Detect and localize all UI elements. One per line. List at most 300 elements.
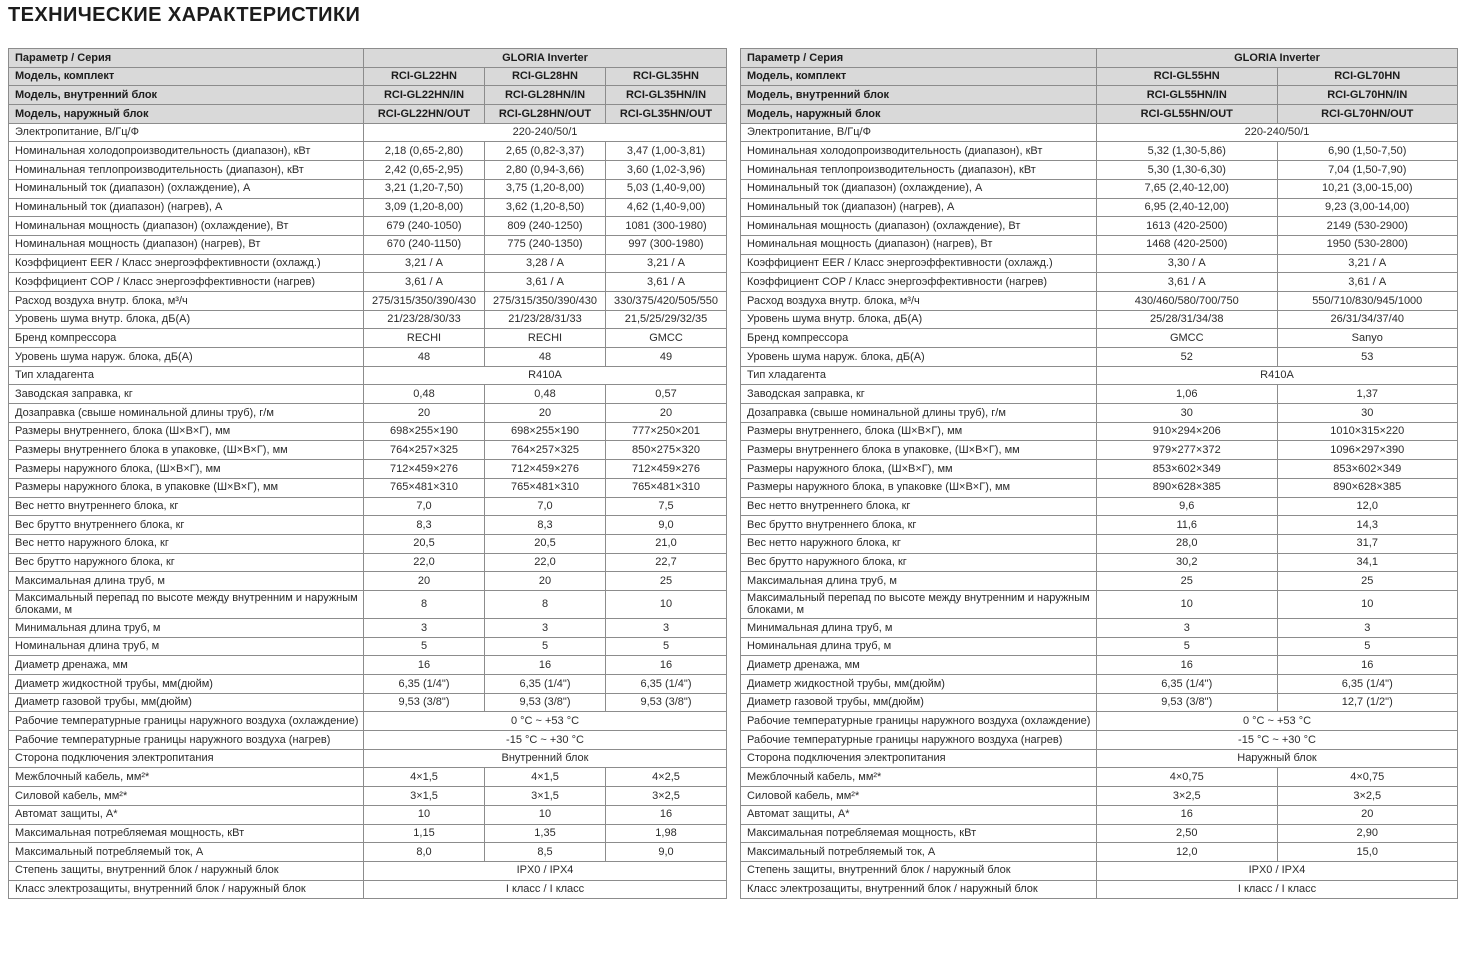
table-row <box>741 385 1458 404</box>
table-row <box>9 441 727 460</box>
value-cell: RCI-GL22HN <box>364 67 485 86</box>
value-cell: 8,3 <box>485 516 606 535</box>
page-title: ТЕХНИЧЕСКИЕ ХАРАКТЕРИСТИКИ <box>8 4 361 26</box>
value-cell: 330/375/420/505/550 <box>606 291 727 310</box>
param-label: Бренд компрессора <box>741 329 1097 348</box>
param-label: Межблочный кабель, мм²* <box>741 768 1097 787</box>
param-label: Модель, наружный блок <box>741 105 1097 124</box>
param-label: Диаметр дренажа, мм <box>741 656 1097 675</box>
value-cell: 20 <box>1277 805 1458 824</box>
value-cell: 9,6 <box>1097 497 1278 516</box>
value-cell: 712×459×276 <box>606 460 727 479</box>
value-cell: 16 <box>606 656 727 675</box>
value-cell: 12,7 (1/2") <box>1277 693 1458 712</box>
value-cell: 10,21 (3,00-15,00) <box>1277 179 1458 198</box>
table-row <box>741 675 1458 694</box>
param-label: Номинальная длина труб, м <box>741 637 1097 656</box>
value-cell: RECHI <box>364 329 485 348</box>
value-cell-span: Внутренний блок <box>364 749 727 768</box>
value-cell: 853×602×349 <box>1277 460 1458 479</box>
value-cell: 764×257×325 <box>364 441 485 460</box>
param-label: Вес нетто наружного блока, кг <box>741 534 1097 553</box>
value-cell: 6,95 (2,40-12,00) <box>1097 198 1278 217</box>
param-label: Вес нетто внутреннего блока, кг <box>741 497 1097 516</box>
table-row <box>741 404 1458 423</box>
value-cell: 4×2,5 <box>606 768 727 787</box>
value-cell: 9,53 (3/8") <box>485 693 606 712</box>
table-row <box>9 731 727 750</box>
param-label: Минимальная длина труб, м <box>741 618 1097 637</box>
value-cell: 3,28 / А <box>485 254 606 273</box>
table-row <box>741 49 1458 68</box>
table-row <box>741 843 1458 862</box>
param-label: Тип хладагента <box>741 366 1097 385</box>
value-cell: 1613 (420-2500) <box>1097 217 1278 236</box>
table-row <box>9 291 727 310</box>
value-cell: 25/28/31/34/38 <box>1097 310 1278 329</box>
value-cell: 6,35 (1/4") <box>485 675 606 694</box>
value-cell: RCI-GL22HN/IN <box>364 86 485 105</box>
table-row <box>9 843 727 862</box>
value-cell: 10 <box>1097 590 1278 618</box>
table-row <box>741 291 1458 310</box>
param-label: Рабочие температурные границы наружного воздуха (охлаждение) <box>741 712 1097 731</box>
table-row <box>9 861 727 880</box>
param-label: Модель, комплект <box>741 67 1097 86</box>
value-cell: 21/23/28/31/33 <box>485 310 606 329</box>
table-row <box>741 749 1458 768</box>
param-label: Степень защиты, внутренний блок / наружный блок <box>741 861 1097 880</box>
value-cell: 1,37 <box>1277 385 1458 404</box>
value-cell: 5 <box>1097 637 1278 656</box>
value-cell: 890×628×385 <box>1097 478 1278 497</box>
value-cell: 30 <box>1277 404 1458 423</box>
table-row <box>9 198 727 217</box>
param-label: Номинальная мощность (диапазон) (охлаждение), Вт <box>9 217 364 236</box>
param-label: Заводская заправка, кг <box>741 385 1097 404</box>
table-row <box>9 516 727 535</box>
value-cell: 9,53 (3/8") <box>606 693 727 712</box>
value-cell: 2,42 (0,65-2,95) <box>364 161 485 180</box>
value-cell: 3,61 / А <box>364 273 485 292</box>
value-cell: 12,0 <box>1097 843 1278 862</box>
value-cell: 809 (240-1250) <box>485 217 606 236</box>
param-label: Класс электрозащиты, внутренний блок / наружный блок <box>741 880 1097 899</box>
value-cell-span: R410A <box>1097 366 1458 385</box>
value-cell: 8,5 <box>485 843 606 862</box>
param-label: Уровень шума внутр. блока, дБ(А) <box>9 310 364 329</box>
param-label: Рабочие температурные границы наружного воздуха (нагрев) <box>9 731 364 750</box>
param-label: Номинальная холодопроизводительность (диапазон), кВт <box>741 142 1097 161</box>
table-row <box>9 749 727 768</box>
param-label: Коэффициент EER / Класс энергоэффективности (охлажд.) <box>741 254 1097 273</box>
value-cell: 712×459×276 <box>364 460 485 479</box>
value-cell: GMCC <box>606 329 727 348</box>
param-label: Размеры наружного блока, в упаковке (Ш×В×Г), мм <box>9 478 364 497</box>
param-label: Силовой кабель, мм²* <box>9 787 364 806</box>
value-cell: 1010×315×220 <box>1277 422 1458 441</box>
table-row <box>741 805 1458 824</box>
value-cell: RCI-GL70HN/IN <box>1277 86 1458 105</box>
value-cell: 25 <box>1097 572 1278 591</box>
value-cell: 48 <box>485 348 606 367</box>
table-row <box>741 310 1458 329</box>
value-cell: 49 <box>606 348 727 367</box>
value-cell: 3 <box>606 618 727 637</box>
param-label: Номинальный ток (диапазон) (нагрев), А <box>741 198 1097 217</box>
value-cell: RCI-GL70HN/OUT <box>1277 105 1458 124</box>
table-row <box>9 161 727 180</box>
value-cell-span: I класс / I класс <box>364 880 727 899</box>
table-row <box>741 86 1458 105</box>
value-cell-span: -15 °C ~ +30 °C <box>364 731 727 750</box>
table-row <box>741 572 1458 591</box>
value-cell: RCI-GL28HN/OUT <box>485 105 606 124</box>
value-cell: 20 <box>606 404 727 423</box>
value-cell: 712×459×276 <box>485 460 606 479</box>
table-row <box>741 693 1458 712</box>
value-cell: 777×250×201 <box>606 422 727 441</box>
param-label: Автомат защиты, А* <box>9 805 364 824</box>
value-cell: 10 <box>606 590 727 618</box>
value-cell: 1,06 <box>1097 385 1278 404</box>
table-row <box>9 86 727 105</box>
param-label: Вес нетто наружного блока, кг <box>9 534 364 553</box>
value-cell: 850×275×320 <box>606 441 727 460</box>
table-row <box>9 67 727 86</box>
value-cell: 3×1,5 <box>485 787 606 806</box>
param-label: Класс электрозащиты, внутренний блок / наружный блок <box>9 880 364 899</box>
param-label: Уровень шума наруж. блока, дБ(А) <box>9 348 364 367</box>
table-row <box>741 441 1458 460</box>
value-cell: 853×602×349 <box>1097 460 1278 479</box>
table-row <box>9 217 727 236</box>
value-cell: RCI-GL55HN <box>1097 67 1278 86</box>
param-label: Вес брутто наружного блока, кг <box>741 553 1097 572</box>
param-label: Номинальная мощность (диапазон) (нагрев), Вт <box>741 235 1097 254</box>
table-row <box>9 105 727 124</box>
param-label: Тип хладагента <box>9 366 364 385</box>
value-cell: 2149 (530-2900) <box>1277 217 1458 236</box>
value-cell: 5,03 (1,40-9,00) <box>606 179 727 198</box>
value-cell: 20 <box>364 572 485 591</box>
table-row <box>9 460 727 479</box>
value-cell: 31,7 <box>1277 534 1458 553</box>
value-cell: 20 <box>364 404 485 423</box>
value-cell: 0,48 <box>364 385 485 404</box>
value-cell: 10 <box>485 805 606 824</box>
value-cell: 3,75 (1,20-8,00) <box>485 179 606 198</box>
value-cell: 4×1,5 <box>364 768 485 787</box>
table-row <box>9 618 727 637</box>
value-cell: 997 (300-1980) <box>606 235 727 254</box>
value-cell: RCI-GL55HN/OUT <box>1097 105 1278 124</box>
value-cell: 3 <box>1277 618 1458 637</box>
param-label: Электропитание, В/Гц/Ф <box>741 123 1097 142</box>
value-cell: 20,5 <box>485 534 606 553</box>
value-cell: RCI-GL35HN <box>606 67 727 86</box>
param-label: Максимальная длина труб, м <box>9 572 364 591</box>
value-cell: Sanyo <box>1277 329 1458 348</box>
table-row <box>9 675 727 694</box>
value-cell-span: 220-240/50/1 <box>1097 123 1458 142</box>
table-row <box>741 273 1458 292</box>
value-cell: 4×1,5 <box>485 768 606 787</box>
table-row <box>741 768 1458 787</box>
value-cell: RCI-GL28HN/IN <box>485 86 606 105</box>
table-row <box>741 329 1458 348</box>
value-cell: 5 <box>1277 637 1458 656</box>
param-label: Максимальный потребляемый ток, А <box>741 843 1097 862</box>
value-cell: 20 <box>485 572 606 591</box>
value-cell: 2,65 (0,82-3,37) <box>485 142 606 161</box>
value-cell: 698×255×190 <box>485 422 606 441</box>
table-row <box>9 348 727 367</box>
table-row <box>9 49 727 68</box>
value-cell: 26/31/34/37/40 <box>1277 310 1458 329</box>
table-row <box>9 880 727 899</box>
param-label: Размеры внутреннего, блока (Ш×В×Г), мм <box>9 422 364 441</box>
value-cell-span: IPX0 / IPX4 <box>1097 861 1458 880</box>
table-row <box>9 254 727 273</box>
value-cell: 0,48 <box>485 385 606 404</box>
table-row <box>9 385 727 404</box>
value-cell: 1081 (300-1980) <box>606 217 727 236</box>
value-cell: 9,0 <box>606 843 727 862</box>
value-cell: 3×2,5 <box>606 787 727 806</box>
value-cell: RCI-GL35HN/IN <box>606 86 727 105</box>
value-cell: 22,0 <box>364 553 485 572</box>
table-row <box>741 161 1458 180</box>
value-cell: 4×0,75 <box>1097 768 1278 787</box>
value-cell-span: GLORIA Inverter <box>364 49 727 68</box>
param-label: Автомат защиты, А* <box>741 805 1097 824</box>
value-cell: 10 <box>364 805 485 824</box>
value-cell-span: Наружный блок <box>1097 749 1458 768</box>
table-row <box>9 310 727 329</box>
param-label: Вес нетто внутреннего блока, кг <box>9 497 364 516</box>
param-label: Номинальная мощность (диапазон) (охлаждение), Вт <box>741 217 1097 236</box>
value-cell-span: I класс / I класс <box>1097 880 1458 899</box>
param-label: Минимальная длина труб, м <box>9 618 364 637</box>
value-cell: 670 (240-1150) <box>364 235 485 254</box>
value-cell: 34,1 <box>1277 553 1458 572</box>
table-row <box>741 478 1458 497</box>
table-row <box>9 422 727 441</box>
table-row <box>741 460 1458 479</box>
table-row <box>741 217 1458 236</box>
param-label: Уровень шума внутр. блока, дБ(А) <box>741 310 1097 329</box>
value-cell: 14,3 <box>1277 516 1458 535</box>
value-cell: 2,90 <box>1277 824 1458 843</box>
value-cell: 16 <box>485 656 606 675</box>
value-cell: 0,57 <box>606 385 727 404</box>
param-label: Максимальная потребляемая мощность, кВт <box>9 824 364 843</box>
param-label: Размеры наружного блока, (Ш×В×Г), мм <box>741 460 1097 479</box>
value-cell: 3,21 / А <box>606 254 727 273</box>
value-cell: 2,80 (0,94-3,66) <box>485 161 606 180</box>
value-cell: 21/23/28/30/33 <box>364 310 485 329</box>
param-label: Электропитание, В/Гц/Ф <box>9 123 364 142</box>
table-row <box>9 478 727 497</box>
value-cell: RECHI <box>485 329 606 348</box>
param-label: Максимальный потребляемый ток, А <box>9 843 364 862</box>
value-cell: 7,5 <box>606 497 727 516</box>
param-label: Размеры наружного блока, (Ш×В×Г), мм <box>9 460 364 479</box>
param-label: Межблочный кабель, мм²* <box>9 768 364 787</box>
table-row <box>9 637 727 656</box>
param-label: Номинальная теплопроизводительность (диапазон), кВт <box>9 161 364 180</box>
table-row <box>741 235 1458 254</box>
table-row <box>741 553 1458 572</box>
table-row <box>741 123 1458 142</box>
value-cell: 16 <box>1097 805 1278 824</box>
value-cell: 3×2,5 <box>1277 787 1458 806</box>
value-cell: 5 <box>364 637 485 656</box>
value-cell: 7,04 (1,50-7,90) <box>1277 161 1458 180</box>
param-label: Сторона подключения электропитания <box>9 749 364 768</box>
param-label: Степень защиты, внутренний блок / наружный блок <box>9 861 364 880</box>
value-cell: RCI-GL28HN <box>485 67 606 86</box>
table-row <box>741 366 1458 385</box>
value-cell: 25 <box>606 572 727 591</box>
table-row <box>741 712 1458 731</box>
value-cell: 10 <box>1277 590 1458 618</box>
value-cell: 1,98 <box>606 824 727 843</box>
value-cell: 550/710/830/945/1000 <box>1277 291 1458 310</box>
value-cell: 1,35 <box>485 824 606 843</box>
table-row <box>9 142 727 161</box>
value-cell: 8,3 <box>364 516 485 535</box>
table-row <box>741 422 1458 441</box>
param-label: Диаметр жидкостной трубы, мм(дюйм) <box>9 675 364 694</box>
value-cell: 765×481×310 <box>364 478 485 497</box>
param-label: Модель, комплект <box>9 67 364 86</box>
value-cell: 3,21 / А <box>364 254 485 273</box>
value-cell: 1468 (420-2500) <box>1097 235 1278 254</box>
param-label: Диаметр жидкостной трубы, мм(дюйм) <box>741 675 1097 694</box>
table-row <box>741 67 1458 86</box>
table-row <box>9 768 727 787</box>
value-cell: 3,61 / А <box>1277 273 1458 292</box>
value-cell: 6,35 (1/4") <box>1097 675 1278 694</box>
table-row <box>9 329 727 348</box>
value-cell: 3,30 / А <box>1097 254 1278 273</box>
value-cell: 16 <box>364 656 485 675</box>
table-row <box>9 805 727 824</box>
table-row <box>741 348 1458 367</box>
value-cell: 3 <box>485 618 606 637</box>
value-cell: 16 <box>1277 656 1458 675</box>
table-row <box>741 254 1458 273</box>
table-row <box>9 123 727 142</box>
param-label: Максимальный перепад по высоте между внутренним и наружным блоками, м <box>9 590 364 618</box>
value-cell: 6,35 (1/4") <box>1277 675 1458 694</box>
value-cell: GMCC <box>1097 329 1278 348</box>
value-cell: 21,0 <box>606 534 727 553</box>
value-cell: 979×277×372 <box>1097 441 1278 460</box>
value-cell: 8 <box>485 590 606 618</box>
value-cell: 7,0 <box>364 497 485 516</box>
value-cell: 2,18 (0,65-2,80) <box>364 142 485 161</box>
value-cell: 430/460/580/700/750 <box>1097 291 1278 310</box>
value-cell: 9,0 <box>606 516 727 535</box>
param-label: Номинальная холодопроизводительность (диапазон), кВт <box>9 142 364 161</box>
value-cell: 6,90 (1,50-7,50) <box>1277 142 1458 161</box>
value-cell-span: -15 °C ~ +30 °C <box>1097 731 1458 750</box>
param-label: Коэффициент COP / Класс энергоэффективности (нагрев) <box>9 273 364 292</box>
value-cell: 8 <box>364 590 485 618</box>
param-label: Модель, внутренний блок <box>9 86 364 105</box>
param-label: Номинальный ток (диапазон) (охлаждение), А <box>741 179 1097 198</box>
value-cell: 15,0 <box>1277 843 1458 862</box>
value-cell: 16 <box>606 805 727 824</box>
table-row <box>741 516 1458 535</box>
value-cell: 6,35 (1/4") <box>606 675 727 694</box>
param-label: Силовой кабель, мм²* <box>741 787 1097 806</box>
param-label: Номинальный ток (диапазон) (нагрев), А <box>9 198 364 217</box>
value-cell: 16 <box>1097 656 1278 675</box>
table-row <box>9 179 727 198</box>
value-cell: 3,47 (1,00-3,81) <box>606 142 727 161</box>
value-cell: 5 <box>606 637 727 656</box>
value-cell: 698×255×190 <box>364 422 485 441</box>
param-label: Диаметр газовой трубы, мм(дюйм) <box>741 693 1097 712</box>
table-row <box>9 235 727 254</box>
value-cell: RCI-GL55HN/IN <box>1097 86 1278 105</box>
value-cell: 20 <box>485 404 606 423</box>
value-cell: 4×0,75 <box>1277 768 1458 787</box>
value-cell: 4,62 (1,40-9,00) <box>606 198 727 217</box>
value-cell: 3 <box>364 618 485 637</box>
param-label: Максимальная длина труб, м <box>741 572 1097 591</box>
table-row <box>9 572 727 591</box>
value-cell: RCI-GL70HN <box>1277 67 1458 86</box>
value-cell: 9,53 (3/8") <box>364 693 485 712</box>
table-row <box>741 618 1458 637</box>
param-label: Размеры внутреннего блока в упаковке, (Ш×В×Г), мм <box>9 441 364 460</box>
value-cell: 5,30 (1,30-6,30) <box>1097 161 1278 180</box>
table-row <box>741 824 1458 843</box>
value-cell: 22,7 <box>606 553 727 572</box>
param-label: Номинальный ток (диапазон) (охлаждение), А <box>9 179 364 198</box>
param-label: Коэффициент COP / Класс энергоэффективности (нагрев) <box>741 273 1097 292</box>
value-cell: 765×481×310 <box>606 478 727 497</box>
param-label: Вес брутто внутреннего блока, кг <box>9 516 364 535</box>
value-cell: RCI-GL35HN/OUT <box>606 105 727 124</box>
param-label: Сторона подключения электропитания <box>741 749 1097 768</box>
param-label: Рабочие температурные границы наружного воздуха (нагрев) <box>741 731 1097 750</box>
value-cell: 20,5 <box>364 534 485 553</box>
table-row <box>741 731 1458 750</box>
table-row <box>9 824 727 843</box>
value-cell: 2,50 <box>1097 824 1278 843</box>
value-cell: 3,09 (1,20-8,00) <box>364 198 485 217</box>
param-label: Уровень шума наруж. блока, дБ(А) <box>741 348 1097 367</box>
param-label: Расход воздуха внутр. блока, м³/ч <box>9 291 364 310</box>
value-cell: 12,0 <box>1277 497 1458 516</box>
param-label: Номинальная теплопроизводительность (диапазон), кВт <box>741 161 1097 180</box>
table-row <box>9 590 727 618</box>
table-row <box>741 142 1458 161</box>
table-row <box>9 712 727 731</box>
table-row <box>9 366 727 385</box>
value-cell: 3,62 (1,20-8,50) <box>485 198 606 217</box>
param-label: Дозаправка (свыше номинальной длины труб), г/м <box>9 404 364 423</box>
value-cell: 22,0 <box>485 553 606 572</box>
value-cell: 30,2 <box>1097 553 1278 572</box>
value-cell: 890×628×385 <box>1277 478 1458 497</box>
